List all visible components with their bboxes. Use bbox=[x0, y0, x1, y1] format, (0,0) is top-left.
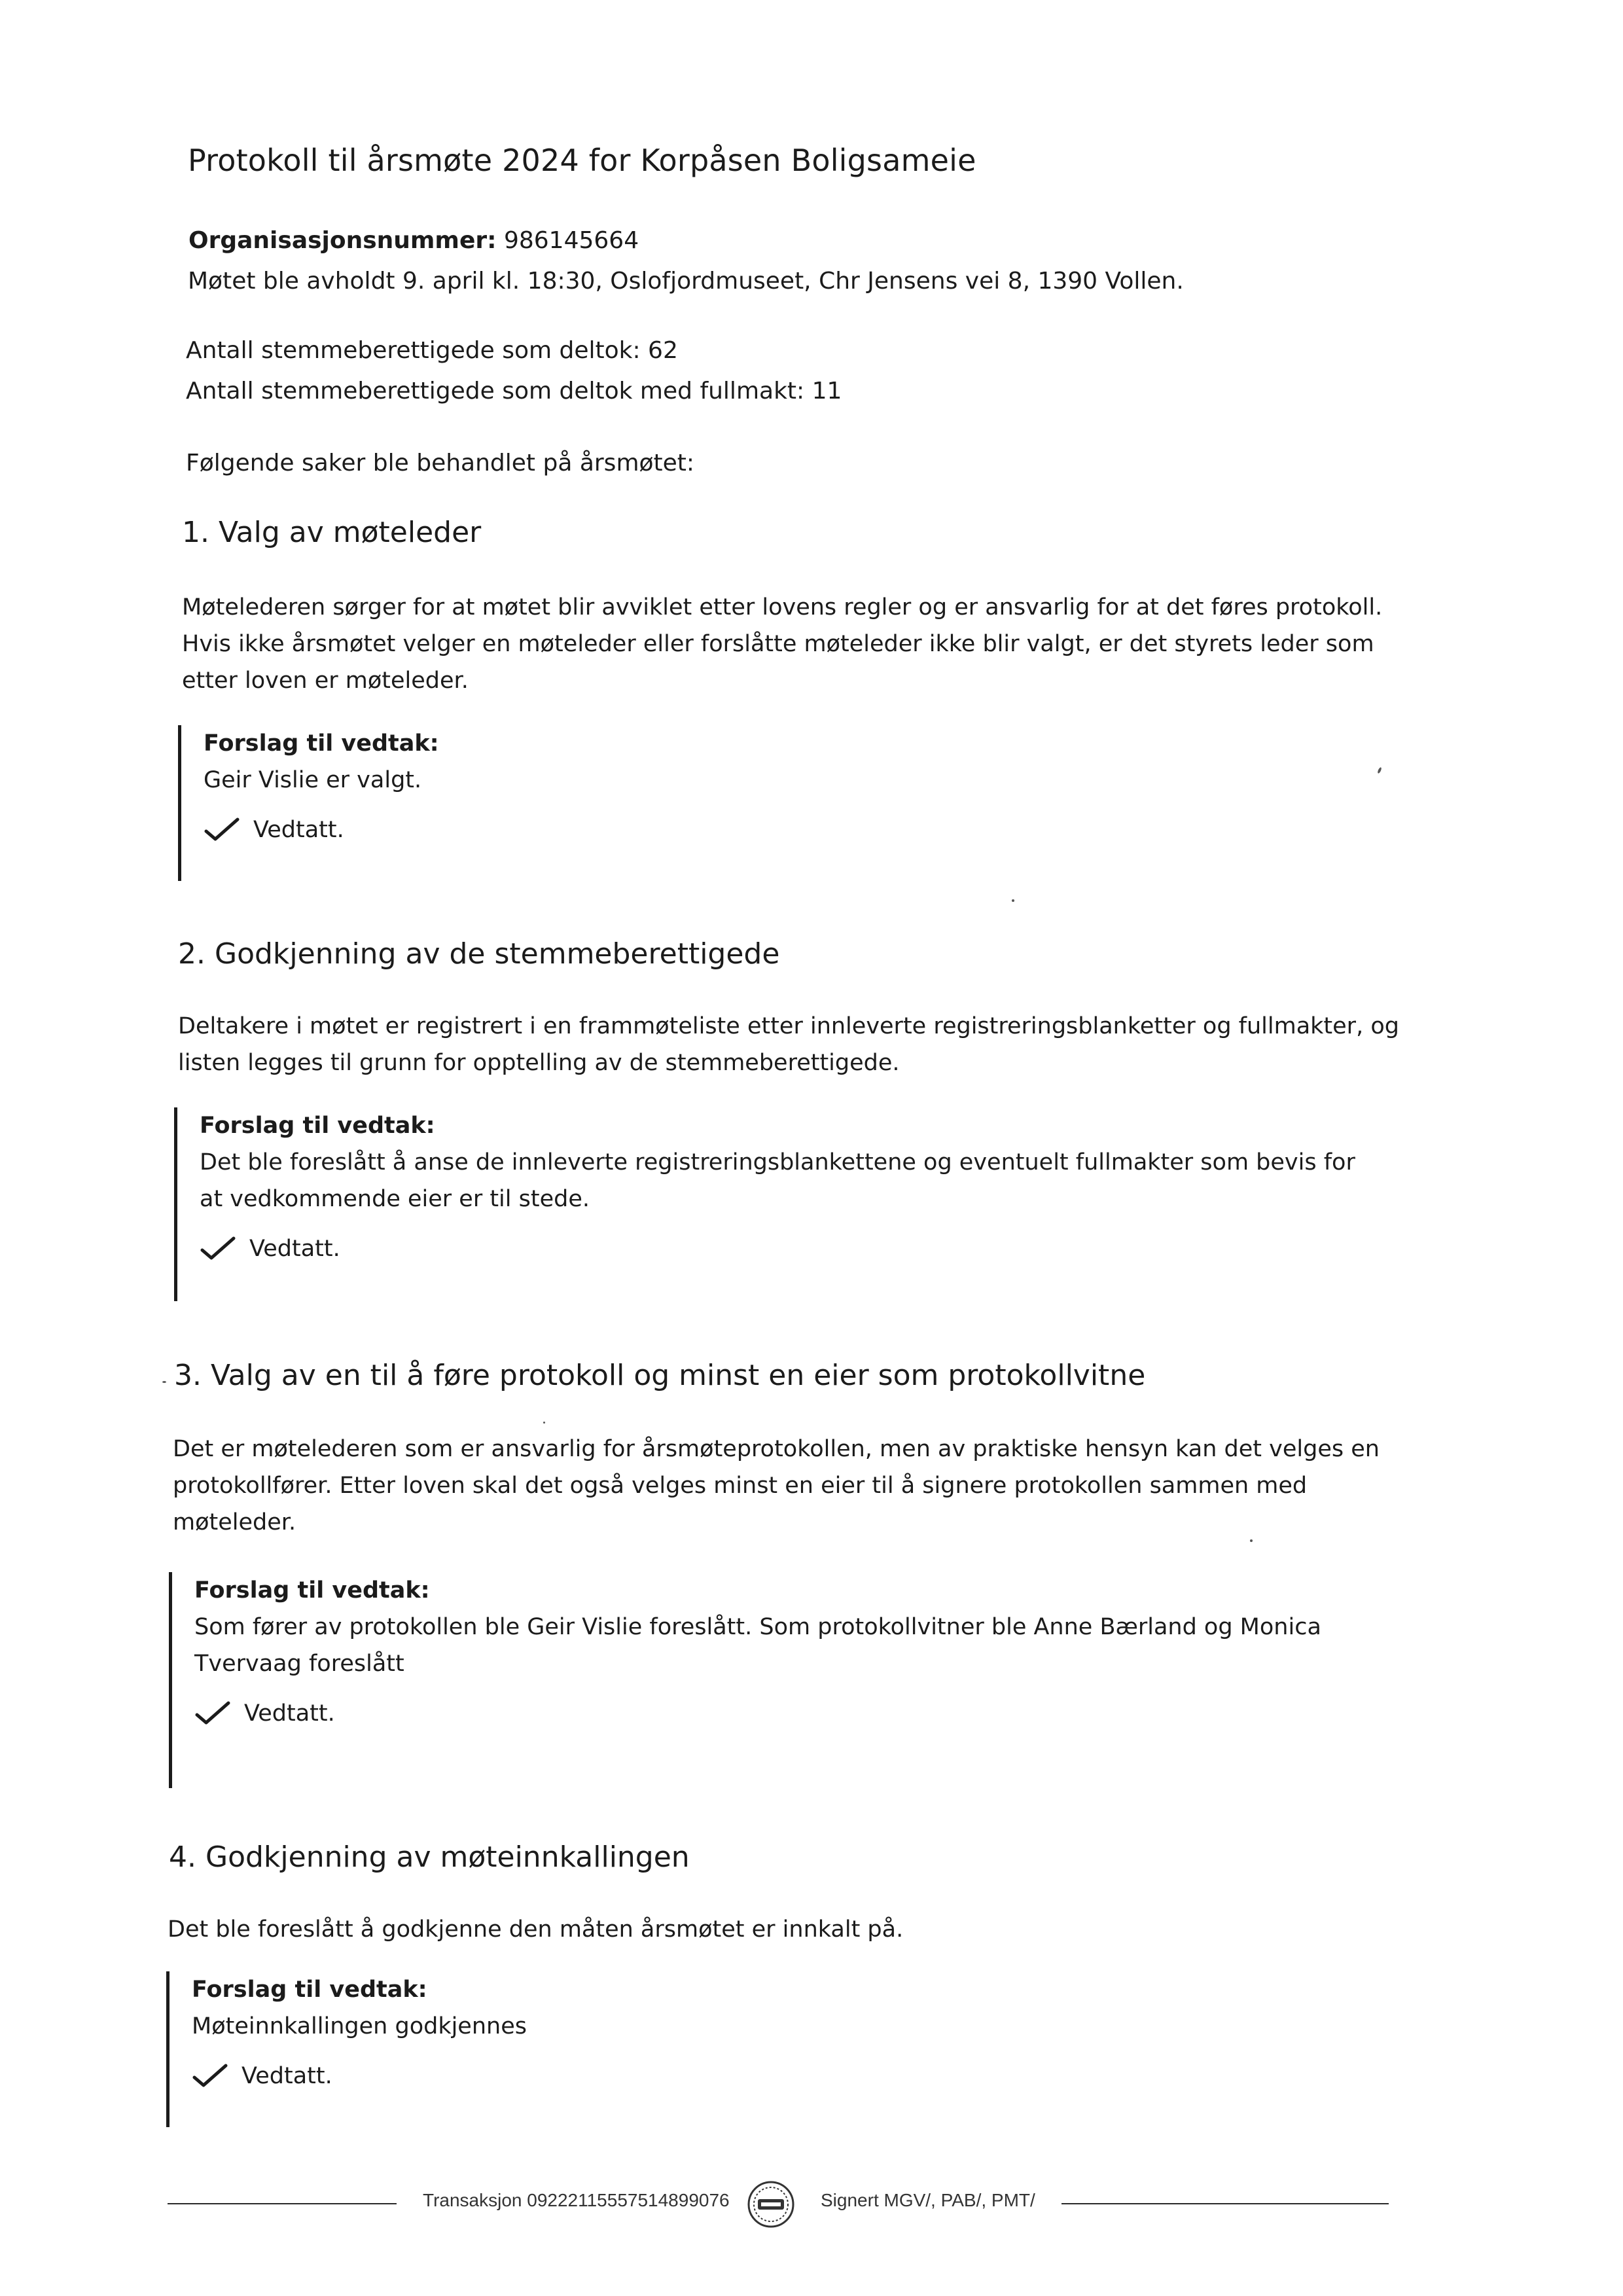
result-approved bbox=[194, 1695, 1399, 1732]
section-2-heading: 2. Godkjenning av de stemmeberettigede bbox=[178, 937, 780, 971]
result-approved bbox=[192, 2058, 1370, 2094]
org-number-value: 986145664 bbox=[503, 227, 639, 254]
section-3-proposal bbox=[169, 1572, 1399, 1788]
proxies-count: Antall stemmeberettigede som deltok med fullmakt: 11 bbox=[186, 378, 842, 404]
section-4-heading: 4. Godkjenning av møteinnkallingen bbox=[169, 1840, 690, 1874]
scan-speck bbox=[543, 1422, 545, 1424]
footer-rule-right bbox=[1061, 2203, 1389, 2204]
section-1-proposal bbox=[178, 725, 1382, 881]
result-label: Vedtatt. bbox=[253, 817, 344, 843]
proposal-label: Forslag til vedtak: bbox=[192, 1977, 427, 2003]
signed-by: Signert MGV/, PAB/, PMT/ bbox=[821, 2190, 1035, 2210]
meeting-details: Møtet ble avholdt 9. april kl. 18:30, Oslofjordmuseet, Chr Jensens vei 8, 1390 Vollen. bbox=[188, 268, 1184, 295]
transaction-id: Transaksjon 09222115557514899076 bbox=[423, 2190, 730, 2210]
proposal-label: Forslag til vedtak: bbox=[204, 730, 439, 757]
document-title: Protokoll til årsmøte 2024 for Korpåsen Boligsameie bbox=[188, 143, 976, 178]
org-number-line bbox=[188, 226, 639, 255]
signature-seal-icon bbox=[746, 2179, 796, 2229]
section-3-heading: 3. Valg av en til å føre protokoll og minst en eier som protokollvitne bbox=[174, 1359, 1146, 1392]
attendees-count: Antall stemmeberettigede som deltok: 62 bbox=[186, 337, 678, 364]
proposal-text: Geir Vislie er valgt. bbox=[204, 767, 422, 793]
check-icon bbox=[204, 817, 240, 843]
section-3-body: Det er møtelederen som er ansvarlig for årsmøteprotokollen, men av praktiske hensyn kan det velges en protokollfører. Etter loven skal det også velges minst en eier til å signere protokollen sammen med møteleder. bbox=[173, 1436, 1380, 1535]
result-approved bbox=[200, 1230, 1378, 1267]
check-icon bbox=[194, 1700, 231, 1727]
result-label: Vedtatt. bbox=[244, 1700, 335, 1727]
signature-footer bbox=[0, 2179, 1623, 2232]
footer-rule-left bbox=[168, 2203, 397, 2204]
section-1-heading: 1. Valg av møteleder bbox=[182, 516, 482, 549]
org-number-label: Organisasjonsnummer: bbox=[188, 227, 497, 254]
proposal-label: Forslag til vedtak: bbox=[194, 1577, 430, 1604]
check-icon bbox=[192, 2063, 228, 2089]
result-approved bbox=[204, 812, 1382, 848]
proposal-text: Møteinnkallingen godkjennes bbox=[192, 2013, 527, 2039]
scan-speck bbox=[1012, 899, 1014, 902]
section-2-proposal bbox=[174, 1107, 1378, 1301]
section-4-body: Det ble foreslått å godkjenne den måten årsmøtet er innkalt på. bbox=[168, 1916, 904, 1943]
section-2-body: Deltakere i møtet er registrert i en frammøteliste etter innleverte registreringsblanketter og fullmakter, og listen legges til grunn for opptelling av de stemmeberettigede. bbox=[178, 1013, 1399, 1076]
result-label: Vedtatt. bbox=[249, 1236, 340, 1262]
scan-speck bbox=[162, 1381, 166, 1383]
check-icon bbox=[200, 1236, 236, 1262]
section-4-proposal bbox=[166, 1971, 1370, 2127]
agenda-intro: Følgende saker ble behandlet på årsmøtet: bbox=[186, 450, 695, 476]
proposal-label: Forslag til vedtak: bbox=[200, 1113, 435, 1139]
proposal-text: Som fører av protokollen ble Geir Vislie foreslått. Som protokollvitner ble Anne Bærland og Monica Tvervaag foreslått bbox=[194, 1614, 1321, 1677]
proposal-text: Det ble foreslått å anse de innleverte registreringsblankettene og eventuelt fullmakter som bevis for at vedkommende eier er til stede. bbox=[200, 1149, 1355, 1212]
section-1-body: Møtelederen sørger for at møtet blir avviklet etter lovens regler og er ansvarlig for at det føres protokoll. Hvis ikke årsmøtet velger en møteleder eller forslåtte møteleder ikke blir valgt, er det styrets leder som etter loven er møteleder. bbox=[182, 594, 1383, 694]
result-label: Vedtatt. bbox=[241, 2063, 332, 2089]
scan-speck bbox=[1250, 1539, 1253, 1542]
